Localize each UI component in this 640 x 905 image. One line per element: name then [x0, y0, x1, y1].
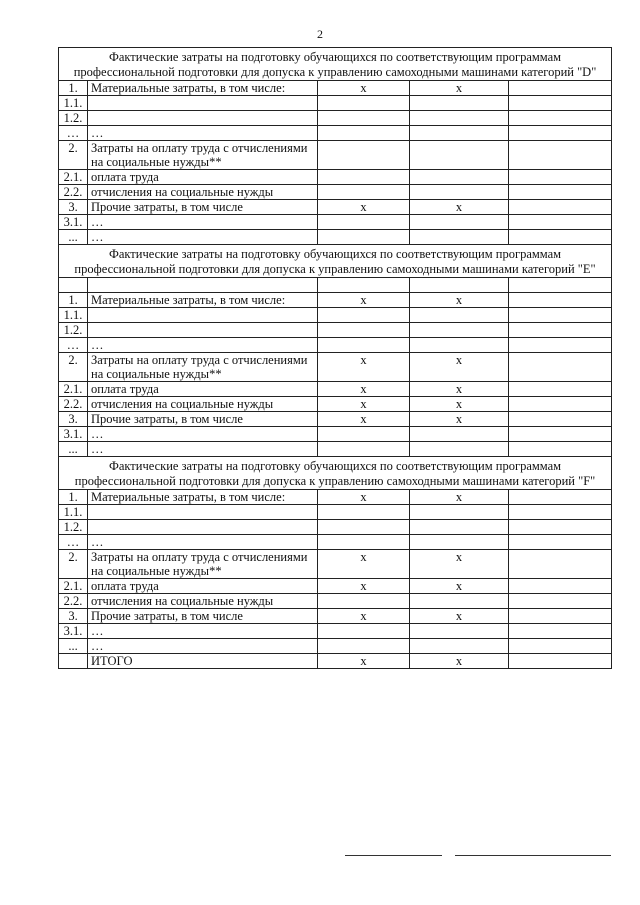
row-label: …	[88, 338, 318, 353]
signature-name-line	[455, 855, 611, 856]
row-value-1	[318, 126, 410, 141]
row-value-2	[410, 96, 509, 111]
table-row	[59, 520, 612, 535]
row-label: Затраты на оплату труда с отчислениями на социальные нужды**	[88, 353, 318, 382]
row-value-1: х	[318, 293, 410, 308]
table-row	[59, 323, 612, 338]
table-row	[59, 639, 612, 654]
row-number: 1.1.	[59, 308, 88, 323]
row-value-1	[318, 338, 410, 353]
row-value-3	[509, 412, 612, 427]
row-value-1: х	[318, 81, 410, 96]
row-value-3	[509, 170, 612, 185]
row-number: 1.	[59, 81, 88, 96]
row-number: 1.	[59, 293, 88, 308]
row-value-3	[509, 323, 612, 338]
table-row	[59, 230, 612, 245]
row-value-1	[318, 96, 410, 111]
table-row	[59, 200, 612, 215]
row-value-1	[318, 111, 410, 126]
row-number	[59, 654, 88, 669]
page-number: 2	[317, 27, 323, 41]
row-number: 3.	[59, 200, 88, 215]
table-row	[59, 338, 612, 353]
row-number: …	[59, 535, 88, 550]
row-value-2	[410, 338, 509, 353]
table-row	[59, 535, 612, 550]
row-label: отчисления на социальные нужды	[88, 397, 318, 412]
row-value-3	[509, 550, 612, 579]
row-value-2	[410, 215, 509, 230]
table-row	[59, 96, 612, 111]
table-row	[59, 308, 612, 323]
row-value-2	[410, 111, 509, 126]
row-number: 2.	[59, 550, 88, 579]
row-label: Материальные затраты, в том числе:	[88, 81, 318, 96]
row-label: …	[88, 442, 318, 457]
row-value-3	[509, 278, 612, 293]
table-row	[59, 505, 612, 520]
section-header: Фактические затраты на подготовку обучающихся по соответствующим программам профессиональной подготовки для допуска к управлению самоходными машинами категорий "E"	[59, 245, 612, 278]
table-row	[59, 624, 612, 639]
row-value-3	[509, 141, 612, 170]
row-value-3	[509, 111, 612, 126]
section-header-row	[59, 245, 612, 278]
row-value-1	[318, 215, 410, 230]
row-value-1	[318, 170, 410, 185]
table-row	[59, 579, 612, 594]
row-number: 2.1.	[59, 170, 88, 185]
row-value-2	[410, 427, 509, 442]
table-row	[59, 609, 612, 624]
row-value-2	[410, 278, 509, 293]
row-value-3	[509, 126, 612, 141]
row-value-1	[318, 185, 410, 200]
row-value-2	[410, 185, 509, 200]
row-value-3	[509, 382, 612, 397]
row-value-3	[509, 427, 612, 442]
row-label	[88, 96, 318, 111]
row-number: 3.	[59, 609, 88, 624]
row-label: оплата труда	[88, 579, 318, 594]
row-number: 3.1.	[59, 427, 88, 442]
row-value-3	[509, 308, 612, 323]
row-value-2	[410, 639, 509, 654]
table-row	[59, 185, 612, 200]
row-value-1: х	[318, 654, 410, 669]
row-value-3	[509, 609, 612, 624]
row-number: 2.1.	[59, 382, 88, 397]
row-number: 2.2.	[59, 397, 88, 412]
table-row	[59, 126, 612, 141]
row-label: Прочие затраты, в том числе	[88, 609, 318, 624]
row-label: …	[88, 624, 318, 639]
row-number: 1.2.	[59, 111, 88, 126]
row-value-3	[509, 338, 612, 353]
row-value-3	[509, 490, 612, 505]
row-value-2: х	[410, 609, 509, 624]
cost-table	[58, 47, 612, 669]
row-value-1	[318, 594, 410, 609]
row-value-1	[318, 535, 410, 550]
row-value-1: х	[318, 200, 410, 215]
row-value-1: х	[318, 353, 410, 382]
row-value-1	[318, 505, 410, 520]
row-value-2	[410, 505, 509, 520]
section-header-row	[59, 457, 612, 490]
table-row	[59, 111, 612, 126]
row-value-1: х	[318, 609, 410, 624]
row-number: ...	[59, 639, 88, 654]
row-value-2: х	[410, 81, 509, 96]
table-row	[59, 293, 612, 308]
table-row	[59, 654, 612, 669]
row-label: Затраты на оплату труда с отчислениями на социальные нужды**	[88, 141, 318, 170]
row-value-1: х	[318, 382, 410, 397]
section-header: Фактические затраты на подготовку обучающихся по соответствующим программам профессиональной подготовки для допуска к управлению самоходными машинами категорий "D"	[59, 48, 612, 81]
row-value-3	[509, 654, 612, 669]
row-value-2	[410, 442, 509, 457]
row-value-1	[318, 639, 410, 654]
row-value-2	[410, 323, 509, 338]
row-value-2	[410, 535, 509, 550]
row-value-3	[509, 442, 612, 457]
row-value-3	[509, 594, 612, 609]
row-value-1	[318, 141, 410, 170]
row-number: 1.1.	[59, 505, 88, 520]
signature-lines	[345, 855, 611, 857]
row-value-3	[509, 200, 612, 215]
row-value-2: х	[410, 397, 509, 412]
row-number: 1.	[59, 490, 88, 505]
row-number: ...	[59, 442, 88, 457]
row-label: …	[88, 230, 318, 245]
row-value-2	[410, 170, 509, 185]
row-value-1: х	[318, 579, 410, 594]
row-value-2	[410, 624, 509, 639]
table-row	[59, 442, 612, 457]
row-value-2: х	[410, 412, 509, 427]
table-row	[59, 170, 612, 185]
row-value-3	[509, 215, 612, 230]
row-number	[59, 278, 88, 293]
row-number: 1.2.	[59, 323, 88, 338]
row-number: 2.	[59, 141, 88, 170]
row-number: 3.1.	[59, 624, 88, 639]
row-value-2: х	[410, 293, 509, 308]
row-value-3	[509, 505, 612, 520]
row-number: 2.2.	[59, 185, 88, 200]
row-value-2	[410, 126, 509, 141]
row-value-3	[509, 535, 612, 550]
row-number: …	[59, 126, 88, 141]
row-number: 3.1.	[59, 215, 88, 230]
row-value-2	[410, 308, 509, 323]
row-value-3	[509, 185, 612, 200]
row-value-1	[318, 278, 410, 293]
row-label	[88, 278, 318, 293]
table-row	[59, 278, 612, 293]
row-value-2: х	[410, 382, 509, 397]
row-value-2	[410, 520, 509, 535]
row-number: 2.	[59, 353, 88, 382]
row-value-2	[410, 141, 509, 170]
table-row	[59, 81, 612, 96]
row-value-3	[509, 293, 612, 308]
row-value-2: х	[410, 490, 509, 505]
row-value-2: х	[410, 579, 509, 594]
row-number: 2.1.	[59, 579, 88, 594]
row-label: оплата труда	[88, 170, 318, 185]
row-value-2	[410, 230, 509, 245]
row-value-1: х	[318, 412, 410, 427]
row-label: Затраты на оплату труда с отчислениями на социальные нужды**	[88, 550, 318, 579]
row-value-2: х	[410, 550, 509, 579]
row-label: …	[88, 126, 318, 141]
row-value-3	[509, 579, 612, 594]
row-value-1	[318, 230, 410, 245]
row-value-3	[509, 397, 612, 412]
table-row	[59, 141, 612, 170]
table-row	[59, 353, 612, 382]
table-row	[59, 397, 612, 412]
row-label: Прочие затраты, в том числе	[88, 200, 318, 215]
row-value-3	[509, 624, 612, 639]
table-row	[59, 490, 612, 505]
row-number: 1.2.	[59, 520, 88, 535]
row-label	[88, 505, 318, 520]
row-value-2: х	[410, 654, 509, 669]
row-value-3	[509, 96, 612, 111]
row-label: оплата труда	[88, 382, 318, 397]
row-label	[88, 111, 318, 126]
table-row	[59, 215, 612, 230]
row-label: Материальные затраты, в том числе:	[88, 293, 318, 308]
table-row	[59, 427, 612, 442]
row-value-1	[318, 520, 410, 535]
table-row	[59, 594, 612, 609]
row-label: …	[88, 215, 318, 230]
section-header: Фактические затраты на подготовку обучающихся по соответствующим программам профессиональной подготовки для допуска к управлению самоходными машинами категорий "F"	[59, 457, 612, 490]
row-value-2: х	[410, 353, 509, 382]
row-label: …	[88, 535, 318, 550]
row-value-1	[318, 427, 410, 442]
row-value-1	[318, 624, 410, 639]
row-value-3	[509, 639, 612, 654]
row-label	[88, 308, 318, 323]
row-value-2: х	[410, 200, 509, 215]
row-value-1	[318, 308, 410, 323]
row-value-3	[509, 520, 612, 535]
row-number: 2.2.	[59, 594, 88, 609]
row-value-3	[509, 81, 612, 96]
row-value-3	[509, 230, 612, 245]
row-number: 3.	[59, 412, 88, 427]
table-row	[59, 412, 612, 427]
row-value-2	[410, 594, 509, 609]
table-row	[59, 382, 612, 397]
section-header-row	[59, 48, 612, 81]
row-number: …	[59, 338, 88, 353]
row-value-3	[509, 353, 612, 382]
row-label: ИТОГО	[88, 654, 318, 669]
row-label: …	[88, 639, 318, 654]
row-value-1: х	[318, 397, 410, 412]
row-number: 1.1.	[59, 96, 88, 111]
row-label	[88, 323, 318, 338]
row-label: Прочие затраты, в том числе	[88, 412, 318, 427]
row-value-1	[318, 442, 410, 457]
table-row	[59, 550, 612, 579]
cost-table-body	[59, 48, 612, 669]
row-label	[88, 520, 318, 535]
signature-line	[345, 855, 442, 856]
row-number: ...	[59, 230, 88, 245]
row-label: отчисления на социальные нужды	[88, 594, 318, 609]
row-label: …	[88, 427, 318, 442]
row-value-1: х	[318, 550, 410, 579]
cost-sheet	[58, 47, 611, 669]
row-label: отчисления на социальные нужды	[88, 185, 318, 200]
row-label: Материальные затраты, в том числе:	[88, 490, 318, 505]
row-value-1	[318, 323, 410, 338]
row-value-1: х	[318, 490, 410, 505]
